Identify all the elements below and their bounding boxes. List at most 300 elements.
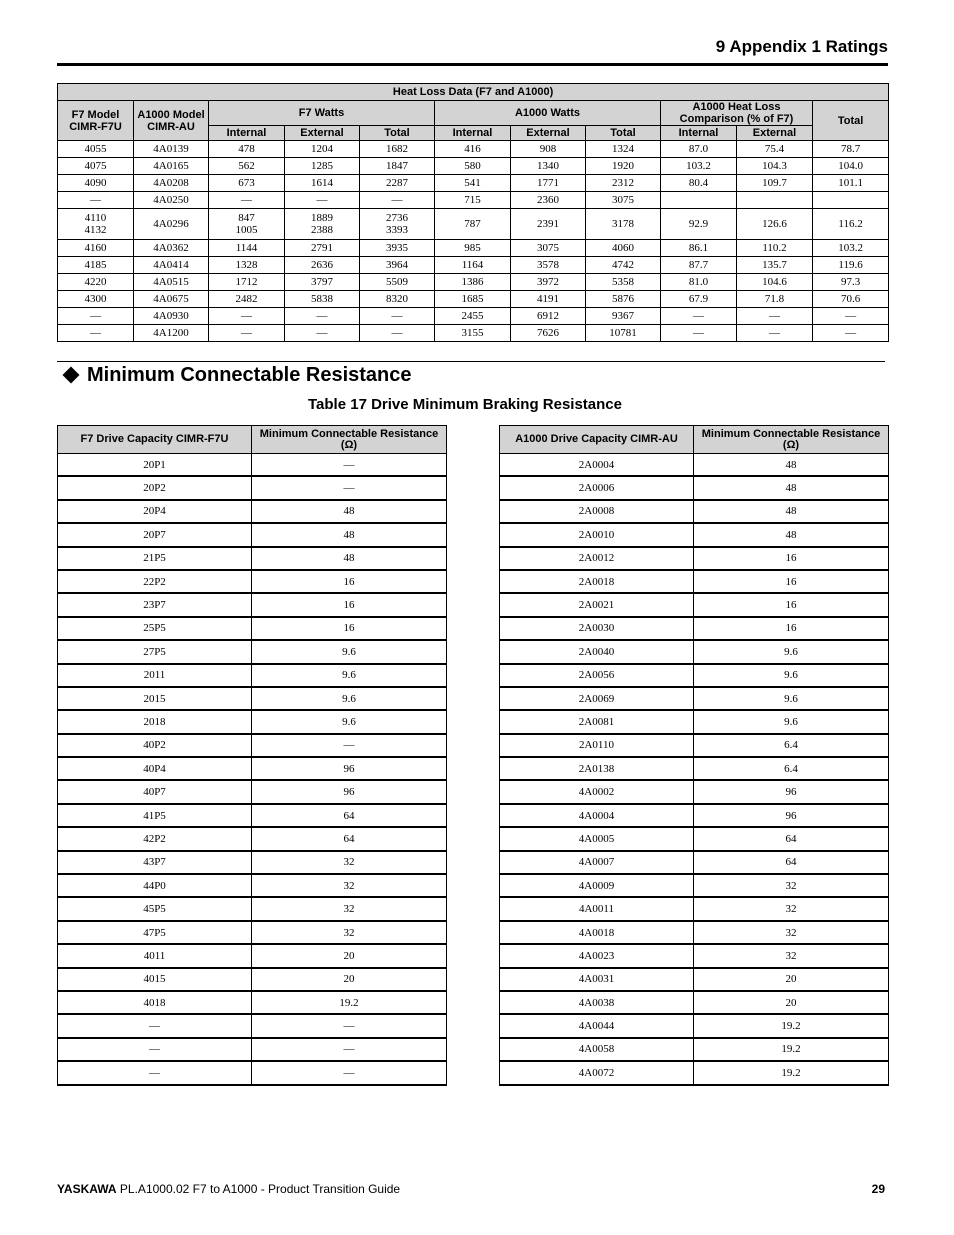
table-row	[58, 308, 889, 325]
table-cell: 9.6	[252, 664, 447, 687]
table-cell: 126.6	[737, 209, 813, 240]
table-cell: 3797	[285, 274, 360, 291]
table-row	[58, 593, 447, 616]
table-cell: 3964	[360, 257, 435, 274]
table-cell: 1682	[360, 141, 435, 158]
table-cell: 19.2	[252, 991, 447, 1014]
table-cell: 3155	[435, 325, 511, 342]
table-row	[58, 944, 447, 967]
table-cell: 4A0038	[500, 991, 694, 1014]
table-cell: 16	[694, 547, 889, 570]
table-cell: 2455	[435, 308, 511, 325]
table-cell: —	[360, 308, 435, 325]
table-row	[58, 897, 447, 920]
table-cell: 20P2	[58, 476, 252, 499]
table-cell: 3578	[511, 257, 586, 274]
table-cell: 4A0139	[134, 141, 209, 158]
table-cell: 116.2	[813, 209, 889, 240]
table-cell: —	[360, 192, 435, 209]
table-row	[58, 209, 889, 240]
table-cell: 2A0006	[500, 476, 694, 499]
table-cell: 104.6	[737, 274, 813, 291]
table-cell: 2360	[511, 192, 586, 209]
table-cell: 16	[252, 617, 447, 640]
col-a1000-capacity: A1000 Drive Capacity CIMR-AU	[500, 426, 694, 454]
table-row	[58, 257, 889, 274]
table-cell: 109.7	[737, 175, 813, 192]
table-cell: 4A0072	[500, 1061, 694, 1084]
table-cell: 847 1005	[209, 209, 285, 240]
table-cell: 2A0030	[500, 617, 694, 640]
table-cell: 22P2	[58, 570, 252, 593]
table-cell: 4011	[58, 944, 252, 967]
table-cell: 96	[694, 780, 889, 803]
table-cell: 40P4	[58, 757, 252, 780]
table-cell: —	[252, 476, 447, 499]
table-cell: 4300	[58, 291, 134, 308]
table-cell: 16	[694, 617, 889, 640]
table-row	[500, 874, 889, 897]
table-row	[500, 617, 889, 640]
table-cell: 2791	[285, 240, 360, 257]
table-cell: 3972	[511, 274, 586, 291]
table-cell: —	[285, 325, 360, 342]
table-cell: —	[285, 308, 360, 325]
table-cell: 2312	[586, 175, 661, 192]
table-cell: 2018	[58, 710, 252, 733]
table-cell: 1328	[209, 257, 285, 274]
table-row	[58, 640, 447, 663]
table-cell: 2A0069	[500, 687, 694, 710]
table-cell: 48	[694, 500, 889, 523]
table-cell: 20P7	[58, 523, 252, 546]
table-cell: 40P7	[58, 780, 252, 803]
table-cell: 4A0009	[500, 874, 694, 897]
table-cell: 8320	[360, 291, 435, 308]
table-cell: 47P5	[58, 921, 252, 944]
table-cell: 9.6	[252, 687, 447, 710]
table-cell: —	[58, 308, 134, 325]
table-cell: 19.2	[694, 1061, 889, 1084]
table-cell: 5358	[586, 274, 661, 291]
table-cell: 2287	[360, 175, 435, 192]
table-cell: 4A1200	[134, 325, 209, 342]
table-cell: 110.2	[737, 240, 813, 257]
table-cell: 4A0023	[500, 944, 694, 967]
table-cell: 101.1	[813, 175, 889, 192]
section-divider	[57, 361, 885, 362]
table-row	[500, 454, 889, 477]
table-cell: 32	[252, 874, 447, 897]
table-row	[500, 476, 889, 499]
table-row	[500, 944, 889, 967]
table-cell: 985	[435, 240, 511, 257]
table-row	[58, 175, 889, 192]
table-cell: 3075	[511, 240, 586, 257]
table-row	[58, 617, 447, 640]
table-cell: 4A0362	[134, 240, 209, 257]
table-cell: 9.6	[694, 640, 889, 663]
table-cell: 87.0	[661, 141, 737, 158]
table-row	[500, 593, 889, 616]
table-row	[58, 141, 889, 158]
table-cell: 4A0058	[500, 1038, 694, 1061]
table-cell: 4160	[58, 240, 134, 257]
sub-external: External	[285, 126, 360, 141]
table-cell: 16	[694, 570, 889, 593]
table-cell: 48	[252, 547, 447, 570]
table-cell: 4A0005	[500, 827, 694, 850]
sub-total: Total	[360, 126, 435, 141]
table-cell: 541	[435, 175, 511, 192]
table-cell: 45P5	[58, 897, 252, 920]
table-cell: 4A0165	[134, 158, 209, 175]
heat-table-title: Heat Loss Data (F7 and A1000)	[58, 84, 889, 101]
table-cell: 673	[209, 175, 285, 192]
table-cell: 4A0011	[500, 897, 694, 920]
table-cell: 1144	[209, 240, 285, 257]
table-cell: —	[252, 1014, 447, 1037]
table-cell: 1324	[586, 141, 661, 158]
table-row	[500, 570, 889, 593]
table-row	[500, 968, 889, 991]
table-cell: 4A0031	[500, 968, 694, 991]
table-row	[500, 897, 889, 920]
table-cell: 3075	[586, 192, 661, 209]
table-cell: 4A0018	[500, 921, 694, 944]
table-row	[500, 734, 889, 757]
table-cell: 16	[252, 593, 447, 616]
table-cell: —	[661, 308, 737, 325]
table-cell: —	[58, 325, 134, 342]
table-cell: 97.3	[813, 274, 889, 291]
table-cell: 5509	[360, 274, 435, 291]
table-cell: 71.8	[737, 291, 813, 308]
table-cell: 4A0515	[134, 274, 209, 291]
table-row	[500, 664, 889, 687]
table-cell: 4015	[58, 968, 252, 991]
table-row	[58, 547, 447, 570]
table-row	[500, 804, 889, 827]
table-row	[58, 827, 447, 850]
table-cell: 5876	[586, 291, 661, 308]
table-cell: 103.2	[813, 240, 889, 257]
table-cell: 32	[252, 921, 447, 944]
footer-brand: YASKAWA	[57, 1182, 117, 1196]
table-row	[58, 780, 447, 803]
table-cell: 20	[252, 944, 447, 967]
table-row	[500, 921, 889, 944]
table-row	[500, 827, 889, 850]
table-cell: 64	[694, 827, 889, 850]
table-row	[500, 710, 889, 733]
col-total: Total	[813, 101, 889, 141]
table-cell: 2A0018	[500, 570, 694, 593]
table-cell: —	[661, 325, 737, 342]
table-cell: 2482	[209, 291, 285, 308]
table-cell: 2A0021	[500, 593, 694, 616]
table-cell: 9367	[586, 308, 661, 325]
table-cell: 416	[435, 141, 511, 158]
table-cell: 4A0002	[500, 780, 694, 803]
table-cell: 70.6	[813, 291, 889, 308]
table-cell: —	[813, 308, 889, 325]
table-row	[58, 1061, 447, 1084]
table-cell: 1685	[435, 291, 511, 308]
table-cell: 2736 3393	[360, 209, 435, 240]
table-cell: 1771	[511, 175, 586, 192]
table-cell: 78.7	[813, 141, 889, 158]
table-cell: —	[252, 734, 447, 757]
table-cell	[737, 192, 813, 209]
table-cell: 9.6	[694, 664, 889, 687]
sub-internal: Internal	[435, 126, 511, 141]
table-cell: 562	[209, 158, 285, 175]
table-cell: 2011	[58, 664, 252, 687]
table-row	[58, 523, 447, 546]
table-row	[58, 664, 447, 687]
table-cell: 4742	[586, 257, 661, 274]
page-number: 29	[871, 1182, 885, 1196]
heat-loss-table	[57, 83, 889, 342]
table-cell: —	[252, 1061, 447, 1084]
table-cell: 2A0012	[500, 547, 694, 570]
sub-internal: Internal	[209, 126, 285, 141]
col-a1000-watts: A1000 Watts	[435, 101, 661, 126]
table-cell: 32	[694, 897, 889, 920]
table-cell: 20	[694, 968, 889, 991]
table-cell: 104.3	[737, 158, 813, 175]
table-row	[58, 500, 447, 523]
table-row	[500, 991, 889, 1014]
f7-resistance-body	[58, 454, 447, 1085]
table-cell	[813, 192, 889, 209]
table-row	[58, 757, 447, 780]
table-cell: 16	[252, 570, 447, 593]
table-cell: 787	[435, 209, 511, 240]
table-cell: 43P7	[58, 851, 252, 874]
table-cell: 1204	[285, 141, 360, 158]
table-cell: —	[737, 308, 813, 325]
table-cell: 48	[694, 454, 889, 477]
table-cell: 4220	[58, 274, 134, 291]
table-cell: 32	[252, 897, 447, 920]
table-cell: 23P7	[58, 593, 252, 616]
table-cell: —	[285, 192, 360, 209]
table-cell: —	[252, 1038, 447, 1061]
table-cell: —	[58, 1014, 252, 1037]
table-cell: 4018	[58, 991, 252, 1014]
table-cell: 2A0081	[500, 710, 694, 733]
table-cell: 2A0110	[500, 734, 694, 757]
table-cell: 4A0296	[134, 209, 209, 240]
table-row	[500, 1061, 889, 1084]
table-cell: —	[209, 192, 285, 209]
table-cell: 1712	[209, 274, 285, 291]
table-cell: 4A0044	[500, 1014, 694, 1037]
table-cell: 6912	[511, 308, 586, 325]
table-cell: 40P2	[58, 734, 252, 757]
col-f7-model: F7 Model CIMR-F7U	[58, 101, 134, 141]
table-cell: 4A0208	[134, 175, 209, 192]
table-cell: 6.4	[694, 734, 889, 757]
table-row	[58, 1038, 447, 1061]
table-cell: 3178	[586, 209, 661, 240]
table-row	[58, 804, 447, 827]
table-cell: 2A0040	[500, 640, 694, 663]
col-f7-capacity: F7 Drive Capacity CIMR-F7U	[58, 426, 252, 454]
table-cell: 4075	[58, 158, 134, 175]
table-cell: 1285	[285, 158, 360, 175]
table-cell: 135.7	[737, 257, 813, 274]
table-cell: 9.6	[694, 687, 889, 710]
table-cell: 1386	[435, 274, 511, 291]
table-row	[58, 991, 447, 1014]
table-row	[500, 500, 889, 523]
table-cell: 27P5	[58, 640, 252, 663]
table-cell: 96	[252, 757, 447, 780]
table-cell: 10781	[586, 325, 661, 342]
section-header	[57, 35, 888, 66]
table-cell: 16	[694, 593, 889, 616]
table-cell: 92.9	[661, 209, 737, 240]
table-cell: 5838	[285, 291, 360, 308]
diamond-icon	[63, 366, 80, 383]
table-row	[58, 454, 447, 477]
table-cell: —	[58, 1061, 252, 1084]
table-cell: 119.6	[813, 257, 889, 274]
table-cell: 478	[209, 141, 285, 158]
table-cell: 4110 4132	[58, 209, 134, 240]
table-cell: 80.4	[661, 175, 737, 192]
table-cell: 104.0	[813, 158, 889, 175]
table-row	[58, 291, 889, 308]
table-cell: 7626	[511, 325, 586, 342]
table-cell: 2015	[58, 687, 252, 710]
table-cell: 4A0007	[500, 851, 694, 874]
table-cell: 44P0	[58, 874, 252, 897]
sub-external: External	[737, 126, 813, 141]
table-cell: 4A0250	[134, 192, 209, 209]
table-row	[58, 710, 447, 733]
table-cell: 1340	[511, 158, 586, 175]
table-cell: 908	[511, 141, 586, 158]
table-cell: 75.4	[737, 141, 813, 158]
table-cell: 2A0004	[500, 454, 694, 477]
section-title: 9 Appendix 1 Ratings	[715, 37, 888, 56]
table-cell: 4060	[586, 240, 661, 257]
table-cell: —	[737, 325, 813, 342]
f7-resistance-table	[57, 425, 447, 1086]
table-row	[500, 851, 889, 874]
table-cell: 48	[694, 476, 889, 499]
table-cell: 1889 2388	[285, 209, 360, 240]
table-cell: 32	[252, 851, 447, 874]
table-cell: 19.2	[694, 1014, 889, 1037]
table-cell: 32	[694, 874, 889, 897]
table-cell: 2391	[511, 209, 586, 240]
table-row	[500, 523, 889, 546]
table-cell: 64	[694, 851, 889, 874]
table-cell: 2A0010	[500, 523, 694, 546]
col-f7-watts: F7 Watts	[209, 101, 435, 126]
table-cell: 1847	[360, 158, 435, 175]
table-cell: 64	[252, 804, 447, 827]
table-cell: 1164	[435, 257, 511, 274]
table-cell: 32	[694, 921, 889, 944]
table-cell: 48	[694, 523, 889, 546]
table-cell: 67.9	[661, 291, 737, 308]
page-footer	[57, 1182, 888, 1196]
table-cell: 103.2	[661, 158, 737, 175]
table-row	[58, 921, 447, 944]
table-cell: 9.6	[252, 710, 447, 733]
table-row	[500, 640, 889, 663]
table-row	[58, 274, 889, 291]
table-cell: 9.6	[252, 640, 447, 663]
col-comparison: A1000 Heat Loss Comparison (% of F7)	[661, 101, 813, 126]
table-cell: 4090	[58, 175, 134, 192]
table-cell: 19.2	[694, 1038, 889, 1061]
table-cell: 715	[435, 192, 511, 209]
table-cell: 96	[694, 804, 889, 827]
a1000-resistance-table	[499, 425, 889, 1086]
table-row	[500, 1038, 889, 1061]
table-row	[500, 780, 889, 803]
table-row	[58, 240, 889, 257]
table-cell: 2636	[285, 257, 360, 274]
table-row	[58, 734, 447, 757]
table-row	[58, 968, 447, 991]
table-cell: 32	[694, 944, 889, 967]
table-cell: 6.4	[694, 757, 889, 780]
sub-total: Total	[586, 126, 661, 141]
table-row	[58, 570, 447, 593]
table-row	[58, 687, 447, 710]
table-cell: 96	[252, 780, 447, 803]
heat-table-body	[58, 141, 889, 342]
table-cell: 86.1	[661, 240, 737, 257]
table-row	[500, 547, 889, 570]
table-cell: 4055	[58, 141, 134, 158]
table-cell: 41P5	[58, 804, 252, 827]
table-row	[500, 1014, 889, 1037]
table-row	[58, 476, 447, 499]
footer-doc-title: PL.A1000.02 F7 to A1000 - Product Transition Guide	[119, 1182, 401, 1196]
table-cell: —	[209, 325, 285, 342]
table-cell: 20P4	[58, 500, 252, 523]
table-cell: 580	[435, 158, 511, 175]
table-cell: 1614	[285, 175, 360, 192]
table-cell: 48	[252, 523, 447, 546]
table-cell: 4A0675	[134, 291, 209, 308]
table-cell: 25P5	[58, 617, 252, 640]
table-row	[500, 757, 889, 780]
table-cell: 4185	[58, 257, 134, 274]
table-cell: 9.6	[694, 710, 889, 733]
table-cell	[661, 192, 737, 209]
table-cell: 21P5	[58, 547, 252, 570]
table-cell: 20P1	[58, 454, 252, 477]
col-min-resistance: Minimum Connectable Resistance (Ω)	[694, 426, 889, 454]
table-cell: 4A0930	[134, 308, 209, 325]
table-caption: Table 17 Drive Minimum Braking Resistance	[308, 396, 622, 413]
table-row	[58, 158, 889, 175]
sub-external: External	[511, 126, 586, 141]
table-cell: 2A0008	[500, 500, 694, 523]
table-cell: —	[58, 192, 134, 209]
table-cell: —	[252, 454, 447, 477]
